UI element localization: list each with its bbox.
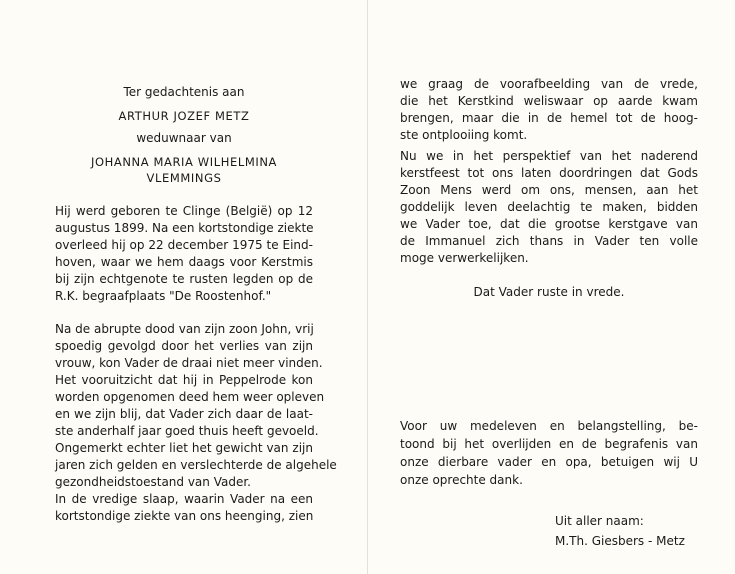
header-line: weduwnaar van [136,131,232,145]
text-line: R.K. begraafplaats "De Roostenhof." [55,289,272,303]
text-line: jaren zich gelden en verslechterde de algehele [55,458,337,472]
text-line: moge verwerkelijken. [400,251,529,265]
text-line: Ongemerkt echter liet het gewicht van zijn [55,441,313,455]
thanks-line: Voor uw medeleven en belangstelling, be- [400,419,698,433]
text-line: die het Kerstkind weliswaar op aarde kwam [400,94,698,108]
text-line: augustus 1899. Na een kortstondige ziekte [55,221,314,235]
deceased-name: ARTHUR JOZEF METZ [118,109,250,123]
text-line: Hij werd geboren te Clinge (België) op 12 [55,204,313,218]
closing-line: Dat Vader ruste in vrede. [473,285,625,299]
text-line: vrouw, kon Vader de draai niet meer vinden. [55,356,323,370]
text-line: brengen, maar die in de hemel tot de hoog- [400,111,698,125]
text-line: we Vader toe, dat die grootse kerstgave van [400,217,698,231]
text-line: kerstfeest tot ons laten doordringen dat Gods [400,166,698,180]
text-line: overleed hij op 22 december 1975 te Eind- [55,238,313,252]
text-line: Het vooruitzicht dat hij in Peppelrode kon [55,373,313,387]
text-line: gezondheidstoestand van Vader. [55,475,251,489]
text-line: ste ontplooiing komt. [400,128,528,142]
text-line: hoven, waar we hem daags voor Kerstmis [55,255,313,269]
header-line: Ter gedachtenis aan [123,85,245,99]
spouse-name: VLEMMINGS [146,171,222,185]
text-line: In de vredige slaap, waarin Vader na een [55,492,313,506]
signature-name: M.Th. Giesbers - Metz [555,534,685,548]
text-line: de Immanuel zich thans in Vader ten volle [400,234,698,248]
signature-label: Uit aller naam: [555,514,644,528]
text-line: bij zijn echtgenote te rusten legden op de [55,272,313,286]
card-fold-line [367,0,368,574]
spouse-name: JOHANNA MARIA WILHELMINA [90,155,278,169]
text-line: Zoon Mens werd om ons, mensen, aan het [400,183,698,197]
text-line: ste anderhalf jaar goed thuis heeft gevoeld. [55,424,319,438]
thanks-line: onze dierbare vader en opa, betuigen wij U [400,455,698,469]
text-line: kortstondige ziekte van ons heenging, zien [55,509,314,523]
text-line: worden opgenomen deed hem weer opleven [55,390,325,404]
text-line: en we zijn blij, dat Vader zich daar de laat- [55,407,313,421]
text-line: spoedig gevolgd door het verlies van zijn [55,339,313,353]
text-line: Nu we in het perspektief van het naderend [400,149,698,163]
text-line: goddelijk leven deelachtig te maken, bidden [400,200,698,214]
text-line: Na de abrupte dood van zijn zoon John, vrij [55,322,314,336]
thanks-line: toond bij het overlijden en de begrafenis van [400,437,698,451]
thanks-line: onze oprechte dank. [400,473,523,487]
text-line: we graag de voorafbeelding van de vrede, [400,77,698,91]
